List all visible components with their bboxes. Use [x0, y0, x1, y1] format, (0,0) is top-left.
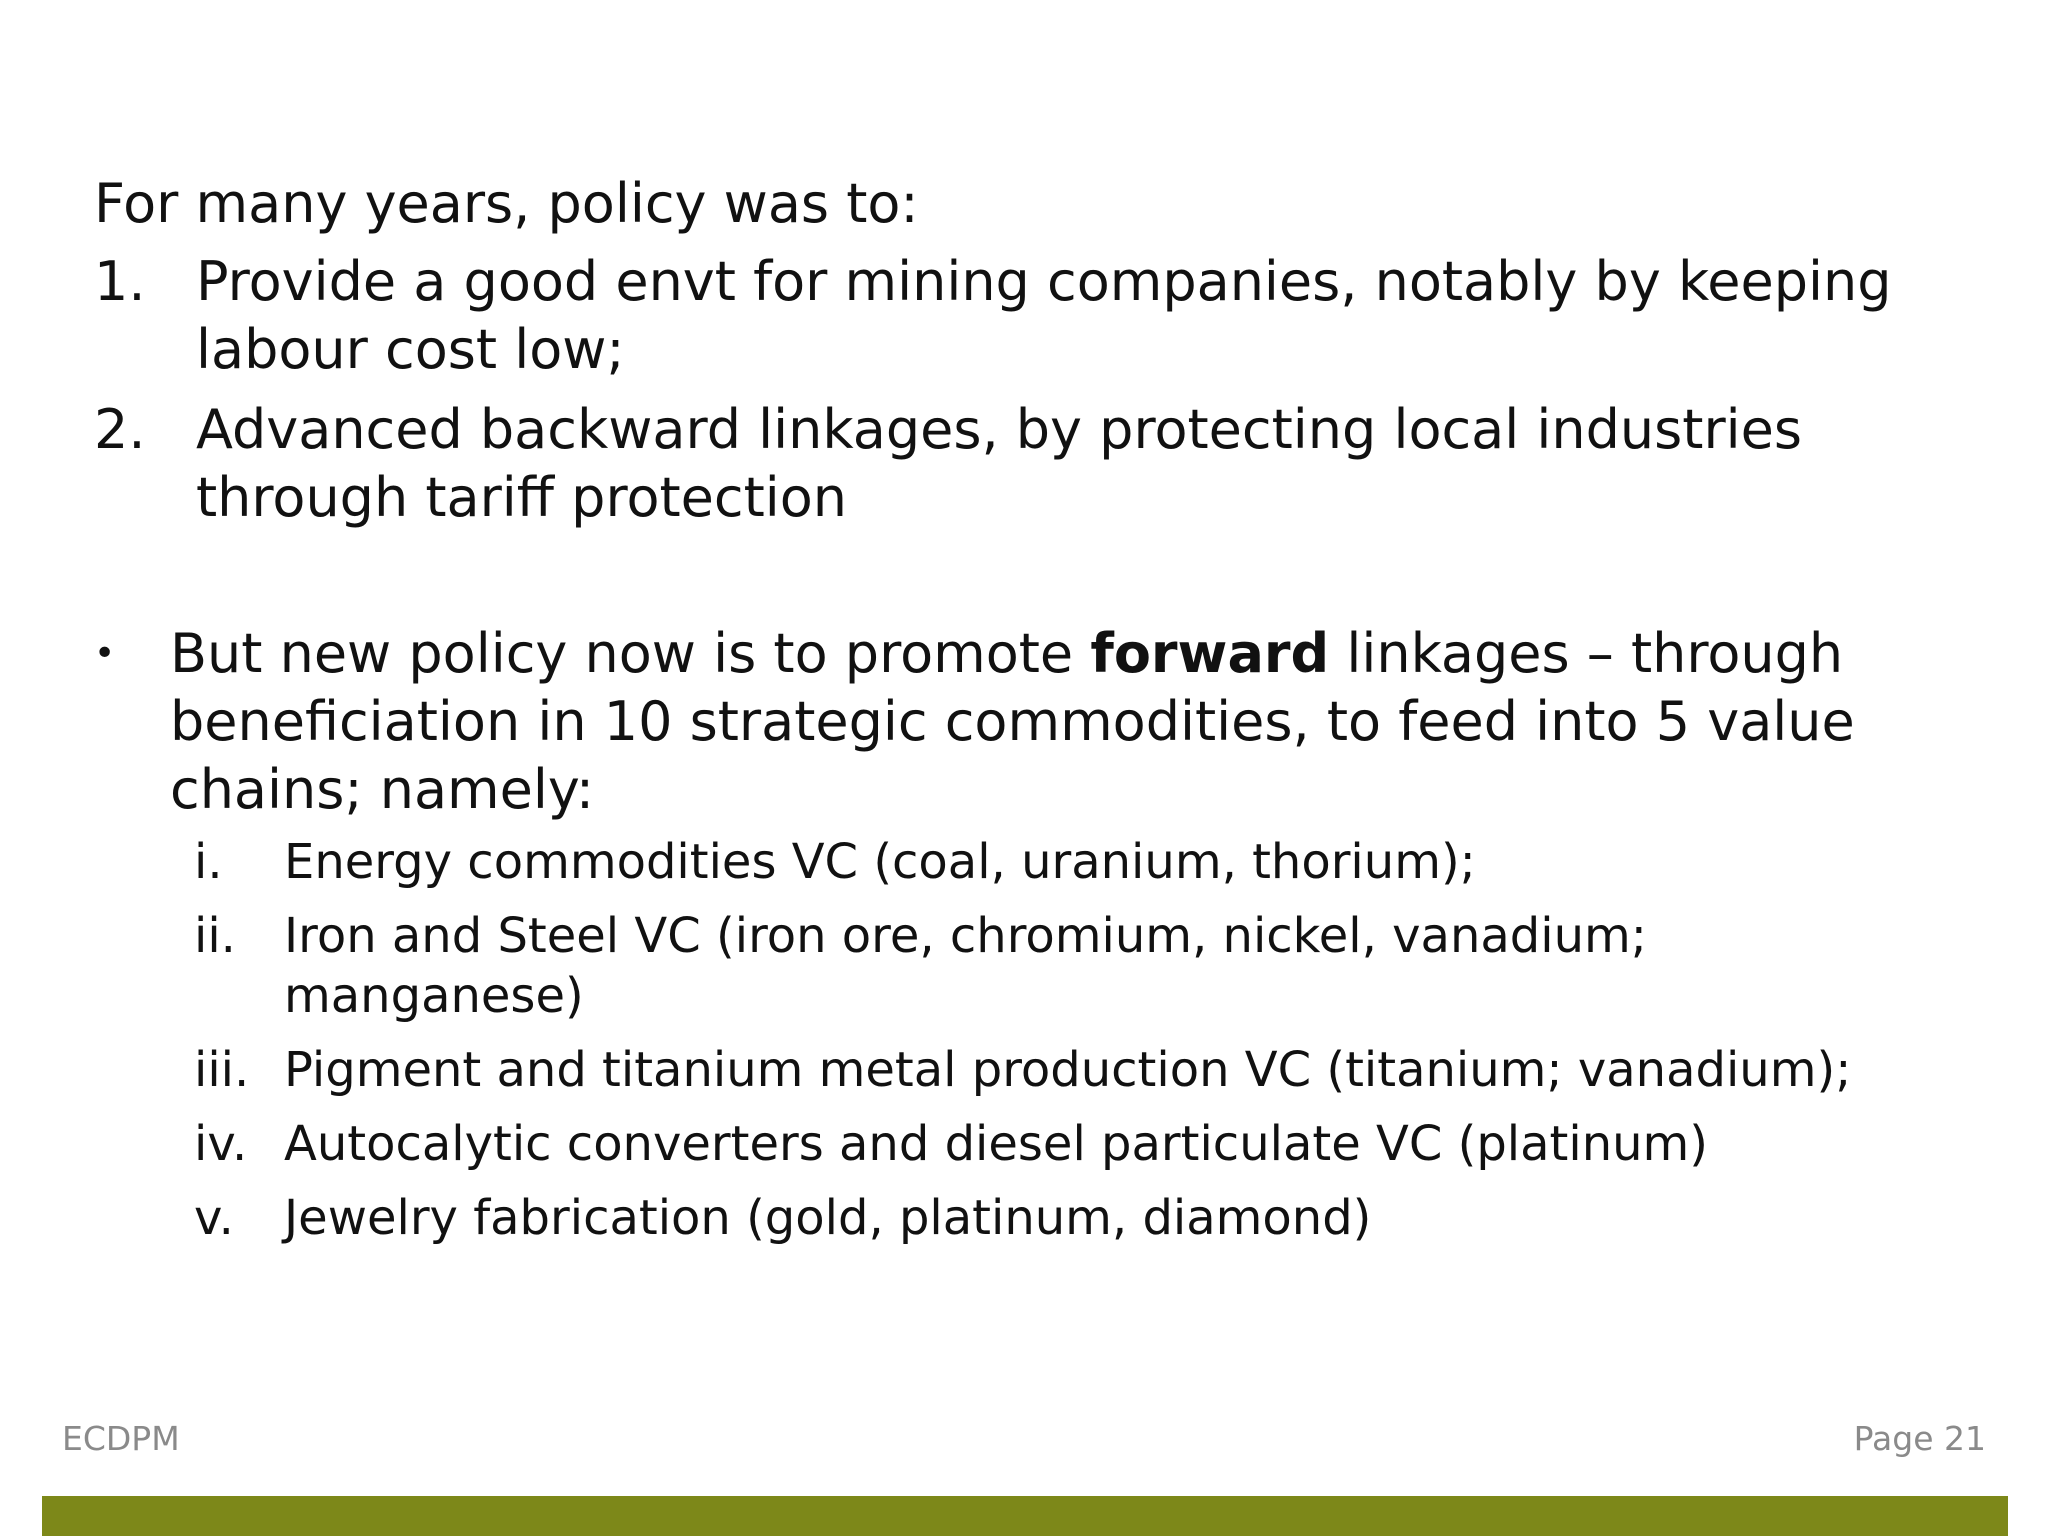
- page-number: Page 21: [1853, 1419, 1986, 1458]
- list-marker: 2.: [94, 398, 146, 461]
- list-item-text: Iron and Steel VC (iron ore, chromium, nickel, vanadium; manganese): [284, 908, 1647, 1024]
- bullet-emphasis: forward: [1090, 622, 1330, 685]
- bullet-icon: •: [94, 633, 116, 674]
- list-item: [94, 396, 1974, 532]
- numbered-list: [94, 248, 1974, 532]
- list-item-text: Energy commodities VC (coal, uranium, thorium);: [284, 834, 1476, 890]
- list-item-text: Autocalytic converters and diesel particulate VC (platinum): [284, 1116, 1709, 1172]
- list-item: [94, 248, 1974, 384]
- list-item: [194, 1188, 1960, 1248]
- list-item: [194, 832, 1960, 892]
- bullet-body: [170, 620, 1960, 1262]
- list-item: [194, 906, 1960, 1026]
- list-item-text: Pigment and titanium metal production VC (titanium; vanadium);: [284, 1042, 1852, 1098]
- bullet-text-before: But new policy now is to promote: [170, 622, 1091, 685]
- bullet-text-after: linkages – through beneficiation in 10 strategic commodities, to feed into 5 value chains; namely:: [170, 622, 1855, 821]
- list-item-text: Jewelry fabrication (gold, platinum, diamond): [284, 1190, 1372, 1246]
- footer-bar: [42, 1496, 2008, 1536]
- footer-org: ECDPM: [62, 1419, 180, 1458]
- roman-list: [170, 832, 1960, 1248]
- list-marker: iii.: [194, 1042, 250, 1098]
- list-marker: 1.: [94, 250, 146, 313]
- list-marker: iv.: [194, 1116, 248, 1172]
- list-marker: i.: [194, 834, 223, 890]
- list-item-text: Provide a good envt for mining companies, notably by keeping labour cost low;: [196, 250, 1892, 381]
- list-item: [194, 1040, 1960, 1100]
- list-marker: ii.: [194, 908, 236, 964]
- slide-content: [94, 170, 1974, 1262]
- list-item-text: Advanced backward linkages, by protecting local industries through tariff protection: [196, 398, 1803, 529]
- bullet-item: [94, 620, 1974, 1262]
- list-marker: v.: [194, 1190, 234, 1246]
- list-item: [194, 1114, 1960, 1174]
- intro-text: For many years, policy was to:: [94, 172, 919, 235]
